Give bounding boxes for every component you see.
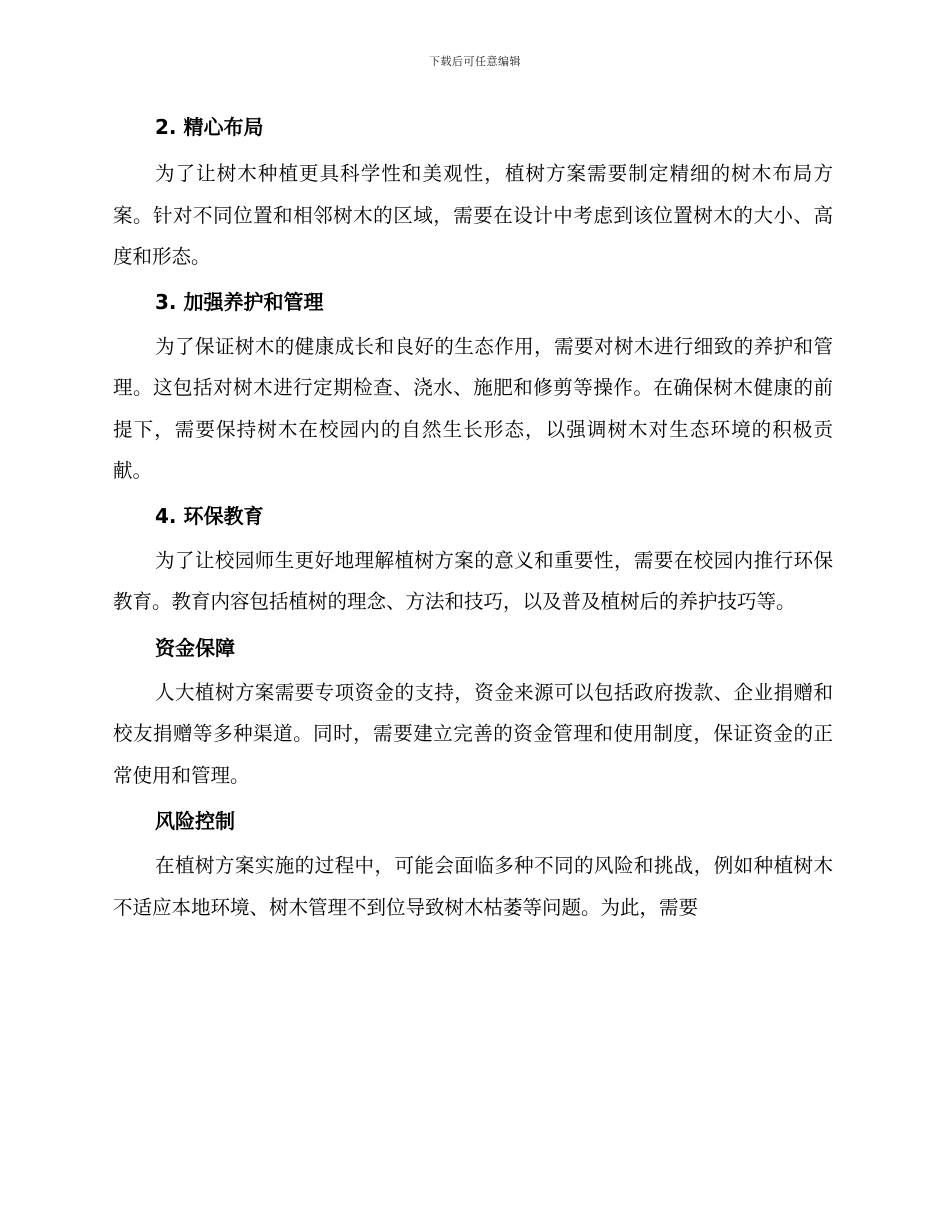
document-body [113, 111, 833, 928]
section-paragraph-risk: 在植树方案实施的过程中，可能会面临多种不同的风险和挑战，例如种植树木不适应本地环境、树木管理不到位导致树木枯萎等问题。为此，需要 [113, 854, 833, 919]
section-heading-maintenance: 3. 加强养护和管理 [155, 289, 324, 314]
page-header-note: 下载后可任意编辑 [429, 55, 521, 68]
section-paragraph-layout: 为了让树木种植更具科学性和美观性，植树方案需要制定精细的树木布局方案。针对不同位置和相邻树木的区域，需要在设计中考虑到该位置树木的大小、高度和形态。 [113, 162, 833, 268]
section-heading-risk: 风险控制 [155, 809, 235, 833]
section-heading-education: 4. 环保教育 [155, 503, 264, 528]
section-paragraph-education: 为了让校园师生更好地理解植树方案的意义和重要性，需要在校园内推行环保教育。教育内容包括植树的理念、方法和技巧，以及普及植树后的养护技巧等。 [113, 548, 833, 613]
section-paragraph-funding: 人大植树方案需要专项资金的支持，资金来源可以包括政府拨款、企业捐赠和校友捐赠等多种渠道。同时，需要建立完善的资金管理和使用制度，保证资金的正常使用和管理。 [113, 680, 833, 787]
section-heading-funding: 资金保障 [155, 635, 235, 660]
section-heading-layout: 2. 精心布局 [155, 115, 264, 139]
section-paragraph-maintenance: 为了保证树木的健康成长和良好的生态作用，需要对树木进行细致的养护和管理。这包括对树木进行定期检查、浇水、施肥和修剪等操作。在确保树木健康的前提下，需要保持树木在校园内的自然生长形态，以强调树木对生态环境的积极贡献。 [113, 334, 833, 482]
